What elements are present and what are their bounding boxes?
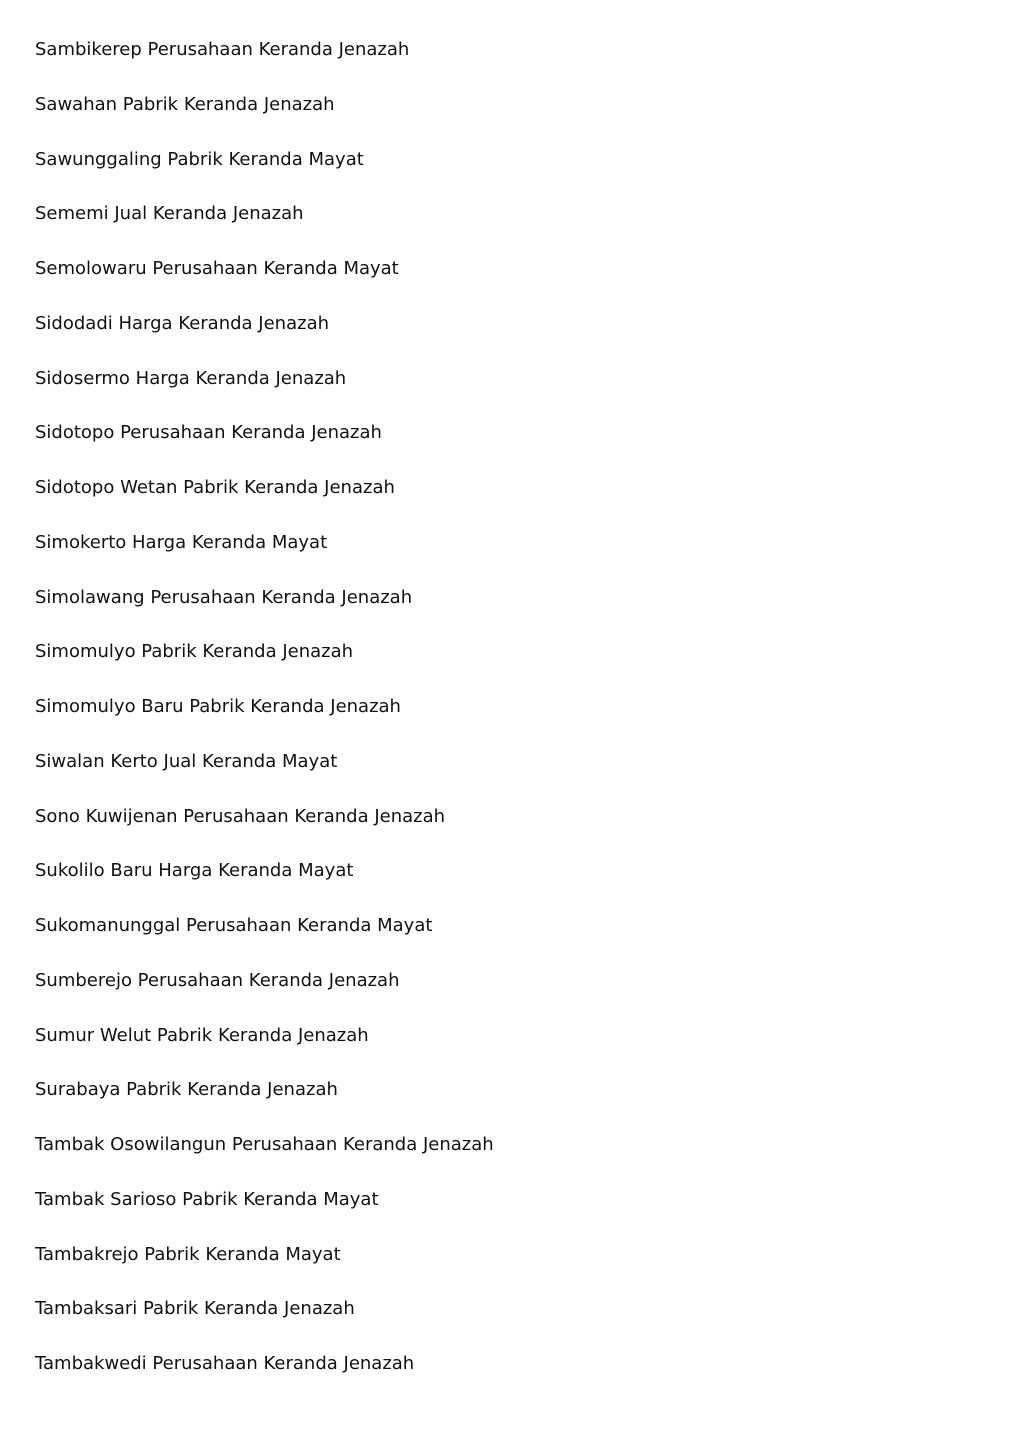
text-line: Sambikerep Perusahaan Keranda Jenazah: [35, 39, 410, 60]
text-line: Surabaya Pabrik Keranda Jenazah: [35, 1079, 338, 1101]
text-line: Simolawang Perusahaan Keranda Jenazah: [35, 586, 413, 608]
text-line: Sumur Welut Pabrik Keranda Jenazah: [35, 1024, 369, 1046]
text-line: Simomulyo Baru Pabrik Keranda Jenazah: [35, 696, 401, 717]
text-line: Tambak Sarioso Pabrik Keranda Mayat: [35, 1188, 379, 1210]
text-line: Sumberejo Perusahaan Keranda Jenazah: [35, 969, 400, 991]
text-line: Sukolilo Baru Harga Keranda Mayat: [35, 860, 354, 882]
text-line: Tambaksari Pabrik Keranda Jenazah: [35, 1298, 355, 1320]
text-line: Sememi Jual Keranda Jenazah: [35, 203, 304, 225]
text-line: Sidodadi Harga Keranda Jenazah: [35, 312, 330, 334]
text-line: Sono Kuwijenan Perusahaan Keranda Jenazah: [35, 805, 446, 827]
text-line: Tambakwedi Perusahaan Keranda Jenazah: [35, 1353, 415, 1374]
text-line: Semolowaru Perusahaan Keranda Mayat: [35, 258, 399, 279]
text-line: Tambak Osowilangun Perusahaan Keranda Jenazah: [35, 1134, 494, 1155]
text-line: Sidosermo Harga Keranda Jenazah: [35, 367, 347, 389]
text-line: Tambakrejo Pabrik Keranda Mayat: [35, 1243, 341, 1265]
text-line: Siwalan Kerto Jual Keranda Mayat: [35, 750, 338, 772]
text-line: Sawunggaling Pabrik Keranda Mayat: [35, 148, 364, 170]
text-line-list: [35, 37, 494, 1406]
text-line: Sidotopo Perusahaan Keranda Jenazah: [35, 422, 382, 444]
text-line: Sukomanunggal Perusahaan Keranda Mayat: [35, 915, 433, 936]
text-line: Simomulyo Pabrik Keranda Jenazah: [35, 641, 354, 663]
text-line: Sawahan Pabrik Keranda Jenazah: [35, 93, 335, 115]
text-line: Sidotopo Wetan Pabrik Keranda Jenazah: [35, 477, 395, 498]
text-line: Simokerto Harga Keranda Mayat: [35, 531, 328, 553]
